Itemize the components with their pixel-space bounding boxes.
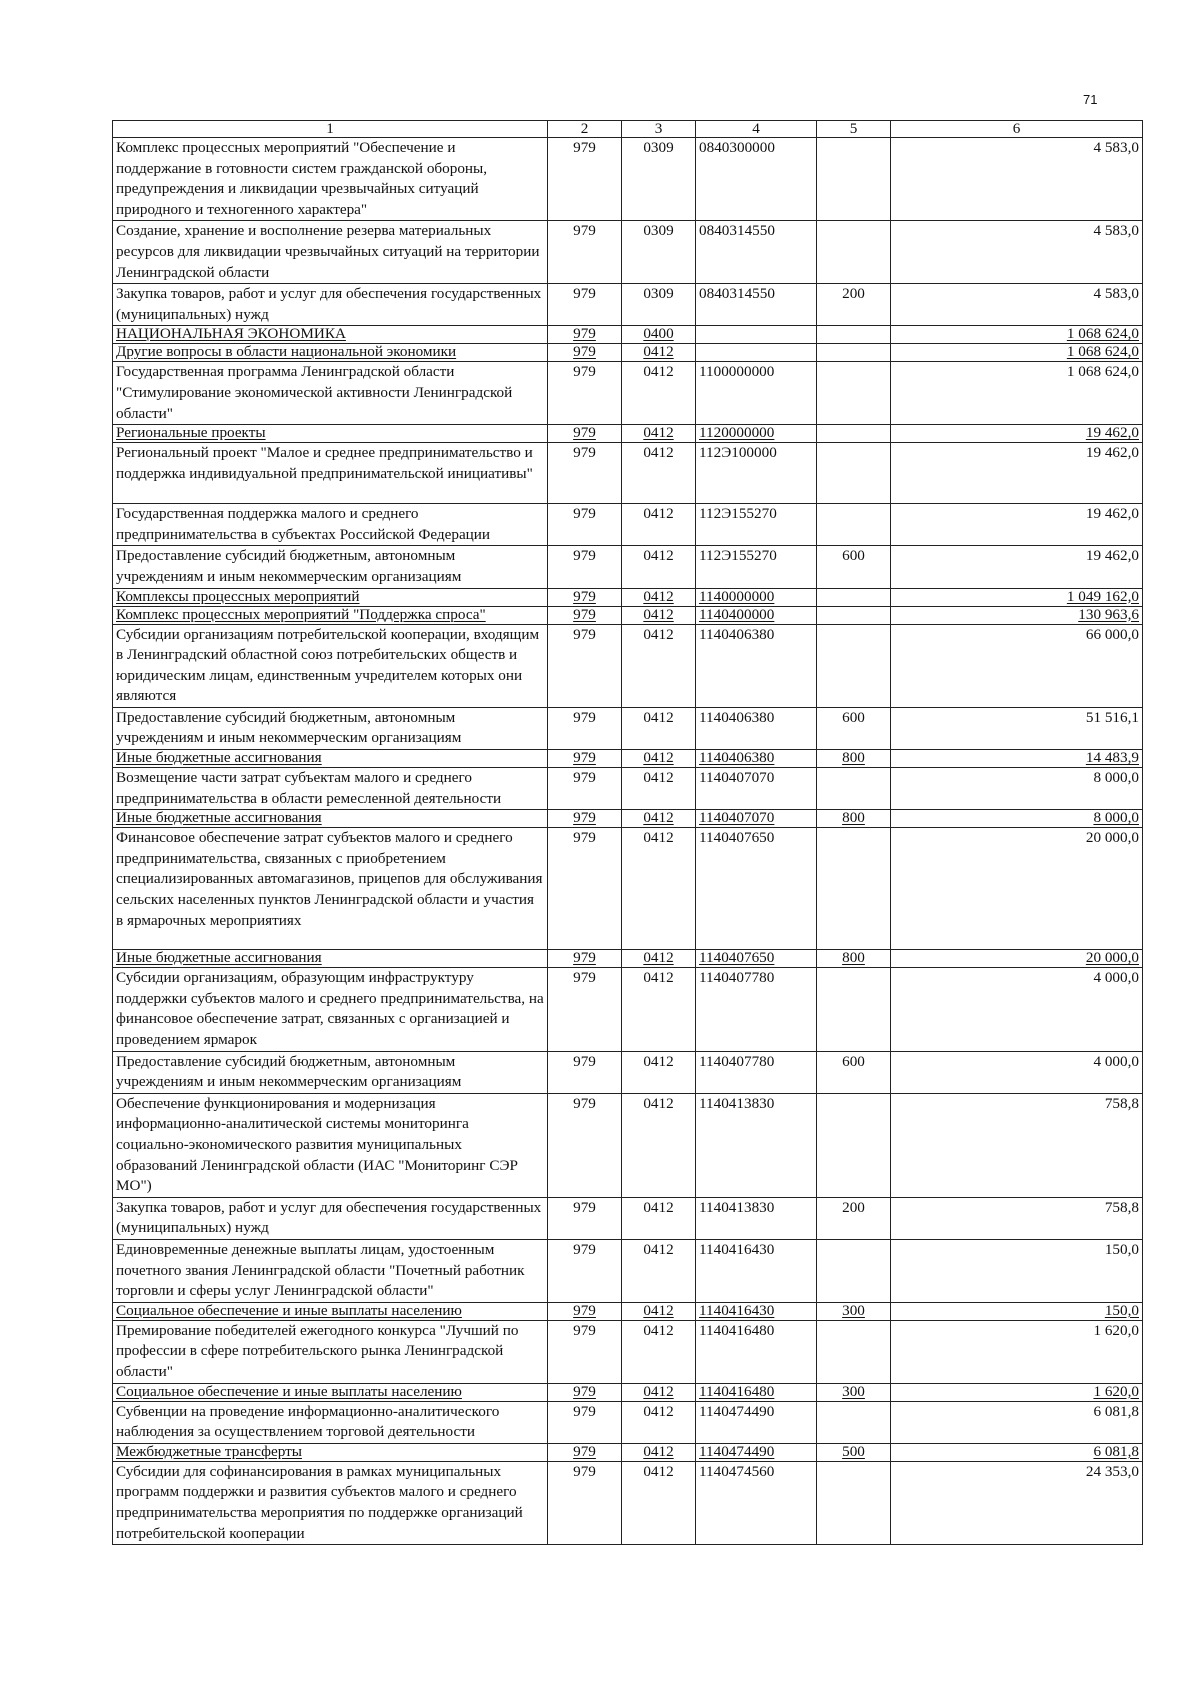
row-name: Предоставление субсидий бюджетным, автономным учреждениям и иным некоммерческим организациям <box>113 707 548 749</box>
row-code-expense-type <box>817 1401 891 1443</box>
table-row <box>113 588 1143 606</box>
row-code-expense-type <box>817 768 891 810</box>
row-code-target: 1140413830 <box>696 1093 817 1197</box>
row-amount: 1 049 162,0 <box>891 588 1143 606</box>
row-code-target: 0840300000 <box>696 138 817 221</box>
table-body <box>113 138 1143 1545</box>
row-code-target: 1140416480 <box>696 1383 817 1401</box>
row-code-ministry: 979 <box>548 750 622 768</box>
row-code-target <box>696 326 817 344</box>
row-code-section: 0412 <box>622 750 696 768</box>
row-code-target: 1140407650 <box>696 950 817 968</box>
table-row <box>113 1401 1143 1443</box>
row-code-target: 1140407780 <box>696 1051 817 1093</box>
row-name: Государственная поддержка малого и среднего предпринимательства в субъектах Российской Федерации <box>113 504 548 546</box>
row-code-ministry: 979 <box>548 504 622 546</box>
row-name: Единовременные денежные выплаты лицам, удостоенным почетного звания Ленинградской области "Почетный работник торговли и сферы услуг Ленинградской области" <box>113 1239 548 1302</box>
table-row <box>113 1302 1143 1320</box>
row-code-ministry: 979 <box>548 1197 622 1239</box>
row-code-expense-type: 200 <box>817 1197 891 1239</box>
row-code-section: 0412 <box>622 707 696 749</box>
table-row <box>113 504 1143 546</box>
row-code-ministry: 979 <box>548 606 622 624</box>
row-name: Закупка товаров, работ и услуг для обеспечения государственных (муниципальных) нужд <box>113 1197 548 1239</box>
row-code-expense-type <box>817 443 891 504</box>
row-name: Субсидии организациям потребительской кооперации, входящим в Ленинградский областной союз потребительских обществ и юридическим лицам, единственным учредителем которых они являются <box>113 624 548 707</box>
row-name: Комплекс процессных мероприятий "Поддержка спроса" <box>113 606 548 624</box>
row-code-target: 0840314550 <box>696 284 817 326</box>
row-code-ministry: 979 <box>548 221 622 284</box>
row-code-section: 0412 <box>622 624 696 707</box>
header-col-6: 6 <box>891 121 1143 138</box>
row-code-ministry: 979 <box>548 443 622 504</box>
row-amount: 1 620,0 <box>891 1320 1143 1383</box>
row-name: Создание, хранение и восполнение резерва материальных ресурсов для ликвидации чрезвычайных ситуаций на территории Ленинградской области <box>113 221 548 284</box>
header-col-3: 3 <box>622 121 696 138</box>
row-code-ministry: 979 <box>548 326 622 344</box>
table-row <box>113 362 1143 425</box>
row-code-ministry: 979 <box>548 707 622 749</box>
row-code-target <box>696 344 817 362</box>
row-code-section: 0412 <box>622 810 696 828</box>
row-name: Комплекс процессных мероприятий "Обеспечение и поддержание в готовности систем гражданской обороны, предупреждения и ликвидации чрезвычайных ситуаций природного и техногенного характера" <box>113 138 548 221</box>
table-row <box>113 138 1143 221</box>
header-col-4: 4 <box>696 121 817 138</box>
table-row <box>113 606 1143 624</box>
row-code-expense-type <box>817 425 891 443</box>
header-col-5: 5 <box>817 121 891 138</box>
row-amount: 4 583,0 <box>891 138 1143 221</box>
page-number: 71 <box>1083 92 1098 107</box>
row-code-ministry: 979 <box>548 968 622 1051</box>
row-code-section: 0412 <box>622 1302 696 1320</box>
table-row <box>113 344 1143 362</box>
table-row <box>113 1443 1143 1461</box>
row-code-section: 0412 <box>622 1401 696 1443</box>
row-name: Субсидии для софинансирования в рамках муниципальных программ поддержки и развития субъектов малого и среднего предпринимательства мероприятия по поддержке организаций потребительской кооперации <box>113 1461 548 1544</box>
row-code-target: 1140416430 <box>696 1302 817 1320</box>
row-code-ministry: 979 <box>548 810 622 828</box>
row-code-expense-type: 800 <box>817 950 891 968</box>
row-code-section: 0412 <box>622 1239 696 1302</box>
row-code-target: 1140406380 <box>696 750 817 768</box>
table-row <box>113 707 1143 749</box>
row-code-ministry: 979 <box>548 1239 622 1302</box>
row-name: Комплексы процессных мероприятий <box>113 588 548 606</box>
row-amount: 19 462,0 <box>891 443 1143 504</box>
row-code-ministry: 979 <box>548 624 622 707</box>
table-row <box>113 750 1143 768</box>
row-code-target: 1140406380 <box>696 707 817 749</box>
row-code-section: 0412 <box>622 828 696 950</box>
row-name: Возмещение части затрат субъектам малого и среднего предпринимательства в области ремесленной деятельности <box>113 768 548 810</box>
table-row <box>113 950 1143 968</box>
row-code-section: 0309 <box>622 221 696 284</box>
row-code-section: 0412 <box>622 1443 696 1461</box>
row-code-target: 1140474490 <box>696 1401 817 1443</box>
row-code-target: 1140407070 <box>696 768 817 810</box>
row-code-expense-type <box>817 828 891 950</box>
table-header <box>113 121 1143 138</box>
row-amount: 14 483,9 <box>891 750 1143 768</box>
row-name: Межбюджетные трансферты <box>113 1443 548 1461</box>
row-amount: 19 462,0 <box>891 546 1143 588</box>
row-code-ministry: 979 <box>548 588 622 606</box>
row-amount: 4 583,0 <box>891 221 1143 284</box>
row-name: Социальное обеспечение и иные выплаты населению <box>113 1302 548 1320</box>
row-code-target: 1140474490 <box>696 1443 817 1461</box>
row-code-ministry: 979 <box>548 362 622 425</box>
row-amount: 6 081,8 <box>891 1401 1143 1443</box>
row-name: Предоставление субсидий бюджетным, автономным учреждениям и иным некоммерческим организациям <box>113 1051 548 1093</box>
row-code-ministry: 979 <box>548 1443 622 1461</box>
row-name: НАЦИОНАЛЬНАЯ ЭКОНОМИКА <box>113 326 548 344</box>
row-code-expense-type <box>817 1093 891 1197</box>
row-code-target: 1140406380 <box>696 624 817 707</box>
row-amount: 8 000,0 <box>891 810 1143 828</box>
row-code-section: 0412 <box>622 1383 696 1401</box>
table-row <box>113 425 1143 443</box>
row-code-target: 112Э155270 <box>696 546 817 588</box>
row-code-target: 1100000000 <box>696 362 817 425</box>
row-amount: 150,0 <box>891 1302 1143 1320</box>
row-amount: 1 620,0 <box>891 1383 1143 1401</box>
row-code-target: 1140400000 <box>696 606 817 624</box>
row-amount: 51 516,1 <box>891 707 1143 749</box>
table-row <box>113 326 1143 344</box>
table-row <box>113 1197 1143 1239</box>
row-code-ministry: 979 <box>548 1383 622 1401</box>
row-code-expense-type: 800 <box>817 810 891 828</box>
row-amount: 20 000,0 <box>891 950 1143 968</box>
row-code-expense-type: 600 <box>817 1051 891 1093</box>
table-row <box>113 443 1143 504</box>
row-name: Иные бюджетные ассигнования <box>113 950 548 968</box>
row-amount: 758,8 <box>891 1093 1143 1197</box>
table-row <box>113 1461 1143 1544</box>
table-row <box>113 1093 1143 1197</box>
row-code-expense-type: 600 <box>817 546 891 588</box>
row-amount: 130 963,6 <box>891 606 1143 624</box>
row-code-expense-type <box>817 362 891 425</box>
row-name: Региональный проект "Малое и среднее предпринимательство и поддержка индивидуальной предпринимательской инициативы" <box>113 443 548 504</box>
row-code-target: 1120000000 <box>696 425 817 443</box>
row-name: Региональные проекты <box>113 425 548 443</box>
row-code-section: 0309 <box>622 284 696 326</box>
row-code-section: 0412 <box>622 443 696 504</box>
table-row <box>113 968 1143 1051</box>
row-code-section: 0412 <box>622 504 696 546</box>
row-code-expense-type <box>817 138 891 221</box>
table-row <box>113 624 1143 707</box>
row-amount: 20 000,0 <box>891 828 1143 950</box>
row-code-target: 1140413830 <box>696 1197 817 1239</box>
row-code-ministry: 979 <box>548 1461 622 1544</box>
row-code-ministry: 979 <box>548 1093 622 1197</box>
row-name: Субвенции на проведение информационно-аналитического наблюдения за осуществлением торговой деятельности <box>113 1401 548 1443</box>
row-name: Иные бюджетные ассигнования <box>113 810 548 828</box>
row-code-ministry: 979 <box>548 828 622 950</box>
header-row <box>113 121 1143 138</box>
row-code-expense-type <box>817 588 891 606</box>
row-code-ministry: 979 <box>548 546 622 588</box>
row-name: Государственная программа Ленинградской области "Стимулирование экономической активности Ленинградской области" <box>113 362 548 425</box>
row-code-section: 0412 <box>622 968 696 1051</box>
row-code-section: 0412 <box>622 606 696 624</box>
row-code-ministry: 979 <box>548 768 622 810</box>
row-amount: 19 462,0 <box>891 504 1143 546</box>
row-code-expense-type: 800 <box>817 750 891 768</box>
row-code-expense-type <box>817 968 891 1051</box>
row-code-section: 0309 <box>622 138 696 221</box>
row-name: Обеспечение функционирования и модернизация информационно-аналитической системы мониторинга социально-экономического развития муниципальных образований Ленинградской области (ИАС "Мониторинг СЭР МО") <box>113 1093 548 1197</box>
row-code-expense-type <box>817 1320 891 1383</box>
row-code-expense-type <box>817 326 891 344</box>
table-row <box>113 828 1143 950</box>
row-code-expense-type: 200 <box>817 284 891 326</box>
table-row <box>113 768 1143 810</box>
row-code-ministry: 979 <box>548 425 622 443</box>
row-code-target: 1140407650 <box>696 828 817 950</box>
row-code-expense-type <box>817 344 891 362</box>
table-row <box>113 1320 1143 1383</box>
row-code-target: 1140000000 <box>696 588 817 606</box>
row-code-target: 0840314550 <box>696 221 817 284</box>
row-amount: 758,8 <box>891 1197 1143 1239</box>
table-row <box>113 810 1143 828</box>
row-code-ministry: 979 <box>548 1320 622 1383</box>
row-code-section: 0400 <box>622 326 696 344</box>
row-amount: 1 068 624,0 <box>891 326 1143 344</box>
header-col-1: 1 <box>113 121 548 138</box>
row-amount: 150,0 <box>891 1239 1143 1302</box>
row-code-section: 0412 <box>622 1093 696 1197</box>
row-amount: 1 068 624,0 <box>891 344 1143 362</box>
row-name: Иные бюджетные ассигнования <box>113 750 548 768</box>
row-code-expense-type <box>817 606 891 624</box>
row-code-section: 0412 <box>622 1461 696 1544</box>
table-row <box>113 1239 1143 1302</box>
row-amount: 6 081,8 <box>891 1443 1143 1461</box>
row-code-target: 112Э100000 <box>696 443 817 504</box>
row-code-expense-type <box>817 1239 891 1302</box>
row-code-ministry: 979 <box>548 344 622 362</box>
table-row <box>113 1051 1143 1093</box>
row-amount: 66 000,0 <box>891 624 1143 707</box>
row-code-expense-type: 300 <box>817 1383 891 1401</box>
row-name: Премирование победителей ежегодного конкурса "Лучший по профессии в сфере потребительского рынка Ленинградской области" <box>113 1320 548 1383</box>
table-row <box>113 284 1143 326</box>
row-code-target: 1140474560 <box>696 1461 817 1544</box>
row-name: Субсидии организациям, образующим инфраструктуру поддержки субъектов малого и среднего предпринимательства, на финансовое обеспечение затрат, связанных с организацией и проведением ярмарок <box>113 968 548 1051</box>
row-code-section: 0412 <box>622 362 696 425</box>
row-code-expense-type: 300 <box>817 1302 891 1320</box>
row-name: Другие вопросы в области национальной экономики <box>113 344 548 362</box>
row-code-target: 1140416480 <box>696 1320 817 1383</box>
row-code-section: 0412 <box>622 768 696 810</box>
row-code-section: 0412 <box>622 950 696 968</box>
row-code-ministry: 979 <box>548 284 622 326</box>
row-name: Финансовое обеспечение затрат субъектов малого и среднего предпринимательства, связанных с приобретением специализированных автомагазинов, прицепов для обслуживания сельских населенных пунктов Ленинградской области и участия в ярмарочных мероприятиях <box>113 828 548 950</box>
budget-table <box>112 120 1143 1545</box>
row-amount: 19 462,0 <box>891 425 1143 443</box>
row-code-expense-type: 500 <box>817 1443 891 1461</box>
row-code-ministry: 979 <box>548 138 622 221</box>
row-amount: 4 000,0 <box>891 968 1143 1051</box>
row-code-expense-type <box>817 1461 891 1544</box>
row-code-ministry: 979 <box>548 1302 622 1320</box>
row-code-expense-type <box>817 221 891 284</box>
row-code-target: 1140407780 <box>696 968 817 1051</box>
table-row <box>113 546 1143 588</box>
row-code-expense-type <box>817 624 891 707</box>
row-amount: 8 000,0 <box>891 768 1143 810</box>
table-row <box>113 221 1143 284</box>
row-name: Закупка товаров, работ и услуг для обеспечения государственных (муниципальных) нужд <box>113 284 548 326</box>
row-code-section: 0412 <box>622 1051 696 1093</box>
row-code-target: 1140416430 <box>696 1239 817 1302</box>
row-amount: 24 353,0 <box>891 1461 1143 1544</box>
row-code-expense-type: 600 <box>817 707 891 749</box>
row-amount: 4 000,0 <box>891 1051 1143 1093</box>
header-col-2: 2 <box>548 121 622 138</box>
row-code-target: 112Э155270 <box>696 504 817 546</box>
row-code-target: 1140407070 <box>696 810 817 828</box>
table-row <box>113 1383 1143 1401</box>
row-code-ministry: 979 <box>548 950 622 968</box>
row-code-section: 0412 <box>622 344 696 362</box>
row-amount: 4 583,0 <box>891 284 1143 326</box>
row-code-section: 0412 <box>622 1320 696 1383</box>
row-code-section: 0412 <box>622 425 696 443</box>
row-code-expense-type <box>817 504 891 546</box>
row-code-ministry: 979 <box>548 1401 622 1443</box>
row-code-section: 0412 <box>622 546 696 588</box>
row-code-ministry: 979 <box>548 1051 622 1093</box>
row-amount: 1 068 624,0 <box>891 362 1143 425</box>
row-code-section: 0412 <box>622 588 696 606</box>
row-code-section: 0412 <box>622 1197 696 1239</box>
row-name: Социальное обеспечение и иные выплаты населению <box>113 1383 548 1401</box>
row-name: Предоставление субсидий бюджетным, автономным учреждениям и иным некоммерческим организациям <box>113 546 548 588</box>
